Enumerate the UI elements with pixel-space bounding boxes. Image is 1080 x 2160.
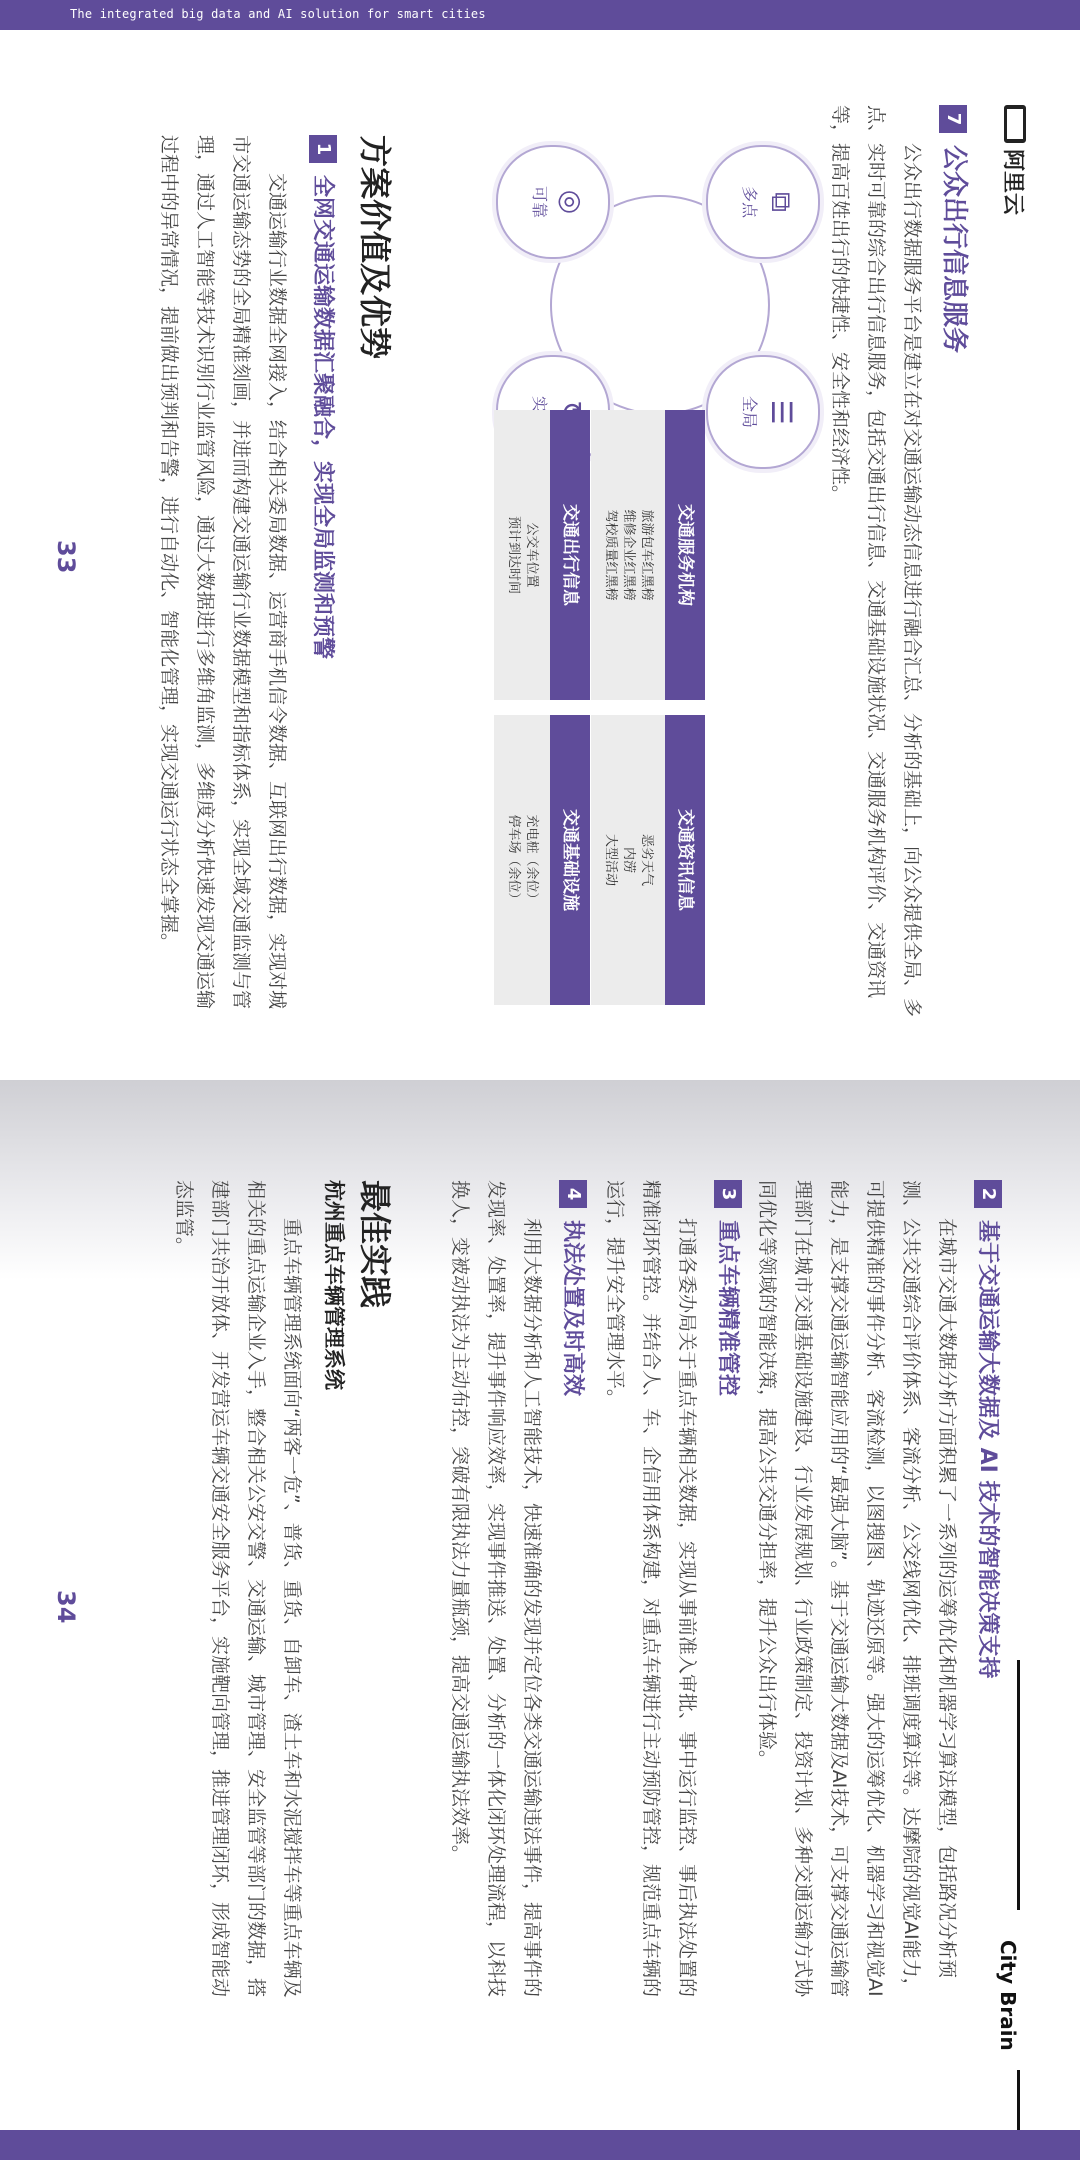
card-line: 恶劣天气 <box>639 833 654 886</box>
section-4-paragraph: 利用大数据分析和人工智能技术，快速准确的发现并定位各类交通运输违法事件，提高事件的发现率、处置率，提升事件响应效率，实现事件推送、处置、分析的一体化闭环处理流程，以科技换人，变被动执法为主动布控，突破有限执法力量瓶颈，提高交通运输执法效率。 <box>449 1180 543 1998</box>
page-number-34: 34 <box>52 1590 80 1624</box>
card-title: 交通基础设施 <box>550 715 590 1005</box>
section-7-number: 7 <box>939 105 967 133</box>
divider-line <box>1017 1660 1020 1910</box>
top-brand-bar <box>0 0 1080 30</box>
section-4-title: 4执法处置及时高效 <box>559 1180 590 1396</box>
page-33 <box>0 30 1080 1080</box>
card-line: 旅游包车红黑榜 <box>639 509 654 601</box>
sliders-icon: ☰ <box>765 399 798 425</box>
card-line: 大型活动 <box>603 833 618 886</box>
card-title: 交通服务机构 <box>665 410 705 700</box>
card-line: 内涝 <box>621 846 636 873</box>
card-travel-info <box>494 410 590 700</box>
aliyun-logo-icon <box>1004 105 1026 143</box>
reliable-icon: ◎ <box>555 189 588 215</box>
section-1-title: 1全网交通运输数据汇聚融合，实现全局监测和预警 <box>309 135 340 659</box>
card-line: 公交车位置 <box>524 522 539 588</box>
section-4-number: 4 <box>559 1180 587 1208</box>
diagram-node-duodian: ⧉ 多点 <box>706 145 820 259</box>
section-3-title: 3重点车辆精准管控 <box>714 1180 745 1396</box>
card-service-agency <box>591 410 705 700</box>
diagram-node-kekao: ◎ 可靠 <box>496 145 610 259</box>
best-practice-title: 最佳实践 <box>356 1180 394 1309</box>
card-line: 充电桩（余位） <box>524 814 539 906</box>
section-2-paragraph: 在城市交通大数据分析方面积累了一系列的运筹优化和机器学习算法模型，包括路况分析预测、公共交通综合评价体系、客流分析、公交线网优化、排班调度算法等。达摩院的视觉AI能力，可提供精准的事件分析、客流检测，以图搜图、轨迹还原等。强大的运筹优化、机器学习和视觉AI能力，是支撑交通运输智能应用的“最强大脑”。基于交通运输大数据及AI技术，可支撑交通运输管理部门在城市交通基础设施建设、行业发展规划、行业政策制定、投资计划、多种交通运输方式协同优化等领域的智能决策，提高公共交通分担率，提升公众出行体验。 <box>756 1180 958 1998</box>
section-3-number: 3 <box>714 1180 742 1208</box>
section-1-number: 1 <box>309 135 337 163</box>
section-7-title: 7公众出行信息服务 <box>938 105 975 353</box>
city-brain-brand: City Brain <box>996 1940 1020 2051</box>
divider-line-short <box>1017 2070 1020 2130</box>
diagram-node-quanju: ☰ 全局 <box>706 355 820 469</box>
section-7-paragraph: 公众出行数据服务平台是建立在对交通运输动态信息进行融合汇总、分析的基础上，向公众提供全局、多点、实时可靠的综合出行信息服务，包括交通出行信息、交通基础设施状况、交通服务机构评价、交通资讯等，提高百姓出行的快捷性、安全性和经济性。 <box>829 105 923 1018</box>
section-2-title: 2基于交通运输大数据及 AI 技术的智能决策支持 <box>974 1180 1005 1679</box>
card-news-info <box>591 715 705 1005</box>
case-paragraph: 重点车辆管理系统面向“两客一危”、普货、重货、自卸车、渣土车和水泥搅拌车等重点车辆及相关的重点运输企业入手，整合相关公安交警、交通运输、城市管理、安全监管等部门的数据，搭建部门共治开放体、开发营运车辆交通安全服务平台，实施靶向管理，推进管理闭环，形成智能动态监管。 <box>173 1180 303 1998</box>
case-title: 杭州重点车辆管理系统 <box>322 1180 346 1390</box>
section-2-number: 2 <box>974 1180 1002 1208</box>
section-1-paragraph: 交通运输行业数据全网接入，结合相关委局数据、运营商手机信令数据、互联网出行数据，实现对城市交通运输态势的全局精准刻画，并进而构建交通运输行业数据模型和指标体系，实现全域交通监测与管理，通过人工智能等技术识别行业监管风险，通过大数据进行多维角监测，多维度分析快速发现交通运输过程中的异常情况，提前做出预判和告警，进行自动化、智能化管理，实现交通运行状态全掌握。 <box>158 135 288 1010</box>
card-line: 停车场（余位） <box>506 814 521 906</box>
page-number-33: 33 <box>52 540 80 574</box>
page-34 <box>0 1080 1080 2130</box>
section-3-paragraph: 打通各委办局关于重点车辆相关数据，实现从事前准入审批、事中运行监控、事后执法处置的精准闭环管控。并结合人、车、企信用体系构建，对重点车辆进行主动预防管控，规范重点车辆的运行，提升安全管理水平。 <box>604 1180 698 1998</box>
header-tagline: The integrated big data and AI solution for smart cities <box>70 7 486 21</box>
advantages-title: 方案价值及优势 <box>356 135 394 360</box>
card-line: 预计到达时间 <box>506 515 521 594</box>
card-infrastructure <box>494 715 590 1005</box>
multi-point-icon: ⧉ <box>765 192 798 212</box>
card-title: 交通出行信息 <box>550 410 590 700</box>
card-line: 维修企业红黑榜 <box>621 509 636 601</box>
card-title: 交通资讯信息 <box>665 715 705 1005</box>
aliyun-logo: 阿里云 <box>999 105 1030 215</box>
bottom-brand-bar <box>0 2130 1080 2160</box>
card-line: 驾校质量红黑榜 <box>603 509 618 601</box>
